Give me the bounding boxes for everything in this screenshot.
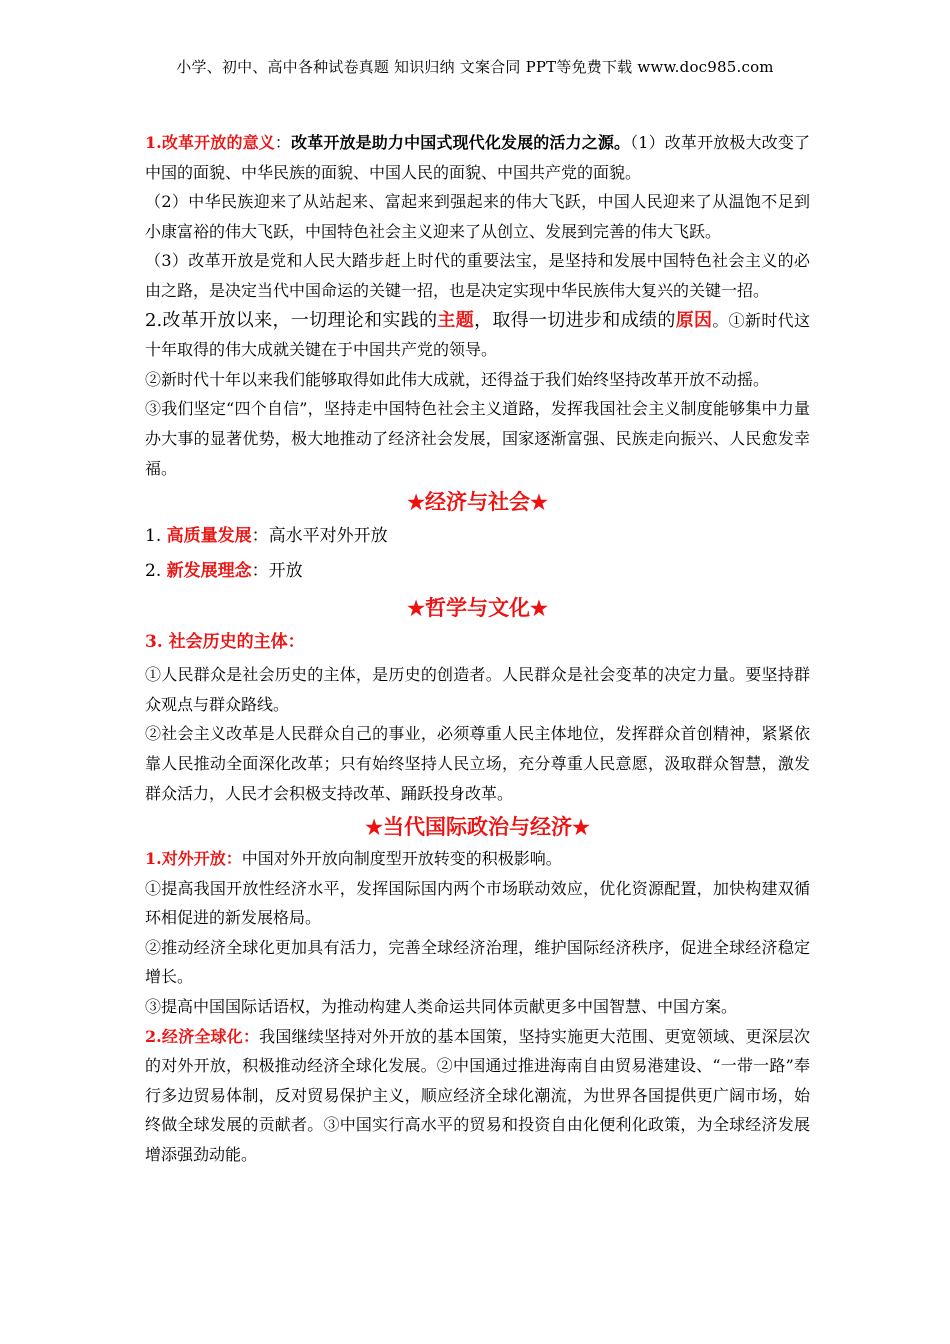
star-icon: ★ xyxy=(572,815,590,840)
open-paragraph-1: ①提高我国开放性经济水平，发挥国际国内两个市场联动效应，优化资源配置，加快构建双循环相促进的新发展格局。 xyxy=(145,878,810,928)
reform-bold-lead: 改革开放是助力中国式现代化发展的活力之源。 xyxy=(291,133,631,152)
theme-rest: 。①新时代这十年取得的伟大成就关键在于中国共产党的领导。 xyxy=(145,310,810,360)
section-heading-philosophy xyxy=(145,593,810,623)
theme-paragraph-2: ②新时代十年以来我们能够取得如此伟大成就，还得益于我们始终坚持改革开放不动摇。 xyxy=(145,369,770,389)
page-header: 小学、初中、高中各种试卷真题 知识归纳 文案合同 PPT等免费下载 www.doc985.com xyxy=(176,58,774,76)
economy-item-2 xyxy=(145,554,810,589)
theme-paragraph-1 xyxy=(145,306,810,365)
globalization-title: 2.经济全球化： xyxy=(145,1026,260,1046)
reform-title: 1.改革开放的意义 xyxy=(145,133,275,152)
item-label: 新发展理念 xyxy=(166,561,252,582)
philosophy-paragraph-2: ②社会主义改革是人民群众自己的事业，必须尊重人民主体地位，发挥群众首创精神，紧紧依靠人民推动全面深化改革；只有始终坚持人民立场，充分尊重人民意愿，汲取群众智慧，激发群众活力，人民才会积极支持改革、踊跃投身改革。 xyxy=(145,724,810,803)
reform-paragraph-1 xyxy=(145,128,810,187)
item-colon: ： xyxy=(251,561,269,582)
philosophy-heading: 3. 社会历史的主体： xyxy=(145,632,305,653)
item-number: 1. xyxy=(145,526,167,547)
economy-item-1 xyxy=(145,519,810,554)
star-icon: ★ xyxy=(365,815,383,840)
reform-paragraph-3: （3）改革开放是党和人民大踏步赶上时代的重要法宝，是坚持和发展中国特色社会主义的必由之路，是决定当代中国命运的关键一招，也是决定实现中华民族伟大复兴的关键一招。 xyxy=(145,251,810,300)
item-colon: ： xyxy=(251,526,269,547)
theme-mid: ，取得一切进步和成绩的 xyxy=(474,309,676,331)
globalization-text: 我国继续坚持对外开放的基本国策，坚持实施更大范围、更宽领域、更深层次的对外开放，积极推动经济全球化发展。②中国通过推进海南自由贸易港建设、“一带一路”奉行多边贸易体制，反对贸易保护主义，顺应经济全球化潮流，为世界各国提供更广阔市场，始终做全球发展的贡献者。③中国实行高水平的贸易和投资自由化便利化政策，为全球经济发展增添强劲动能。 xyxy=(145,1026,810,1165)
reform-colon: ： xyxy=(274,133,292,152)
open-paragraph-3: ③提高中国国际话语权，为推动构建人类命运共同体贡献更多中国智慧、中国方案。 xyxy=(145,997,738,1017)
star-icon: ★ xyxy=(407,596,425,621)
theme-word: 主题 xyxy=(437,309,475,331)
section-title: 哲学与文化 xyxy=(425,595,530,621)
theme-prefix: 2.改革开放以来，一切理论和实践的 xyxy=(145,309,438,331)
theme-paragraph-3: ③我们坚定“四个自信”，坚持走中国特色社会主义道路，发挥我国社会主义制度能够集中力量办大事的显著优势，极大地推动了经济社会发展，国家逐渐富强、民族走向振兴、人民愈发幸福。 xyxy=(145,399,810,478)
globalization-paragraph xyxy=(145,1022,810,1170)
star-icon: ★ xyxy=(530,596,548,621)
reform-paragraph-2: （2）中华民族迎来了从站起来、富起来到强起来的伟大飞跃，中国人民迎来了从温饱不足到小康富裕的伟大飞跃，中国特色社会主义迎来了从创立、发展到完善的伟大飞跃。 xyxy=(145,192,810,241)
section-heading-economy xyxy=(145,487,810,517)
philosophy-paragraph-1: ①人民群众是社会历史的主体，是历史的创造者。人民群众是社会变革的决定力量。要坚持群众观点与群众路线。 xyxy=(145,665,810,714)
item-label: 高质量发展 xyxy=(166,526,252,547)
section-title: 经济与社会 xyxy=(425,489,530,515)
section-title: 当代国际政治与经济 xyxy=(383,814,572,840)
open-paragraph-lead xyxy=(145,844,810,874)
item-text: 高水平对外开放 xyxy=(268,526,388,547)
open-paragraph-2: ②推动经济全球化更加具有活力，完善全球经济治理，维护国际经济秩序，促进全球经济稳定增长。 xyxy=(145,937,810,987)
star-icon: ★ xyxy=(530,490,548,515)
open-lead: 中国对外开放向制度型开放转变的积极影响。 xyxy=(241,849,562,869)
open-title: 1.对外开放： xyxy=(145,849,242,869)
item-text: 开放 xyxy=(268,561,303,582)
star-icon: ★ xyxy=(407,490,425,515)
document-body xyxy=(145,128,810,1170)
reason-word: 原因 xyxy=(675,309,713,331)
section-heading-international xyxy=(145,812,810,842)
reform-p1-rest: （1）改革开放极大改变了中国的面貌、中华民族的面貌、中国人民的面貌、中国共产党的面貌。 xyxy=(145,133,810,182)
item-number: 2. xyxy=(145,561,167,582)
